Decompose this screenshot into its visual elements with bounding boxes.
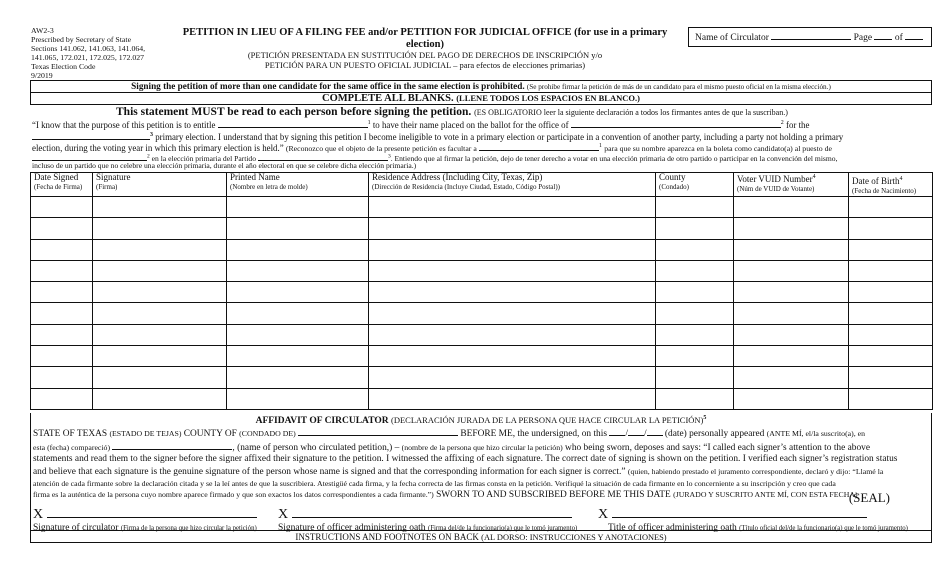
residence-address-cell[interactable] [369, 388, 656, 409]
statement-line-5: incluso de un partido que no celebre una elección primaria, durante el año electoral en que se celebre dicha elección primaria.) [32, 161, 417, 170]
table-row [31, 324, 933, 345]
statement-line-1: “I know that the purpose of this petition is to entitle $^1$ to have their name placed on the ballot for the office of $^2$ for the [32, 120, 810, 130]
statement-heading [116, 106, 788, 118]
date-signed-cell[interactable] [31, 218, 93, 239]
residence-address-cell[interactable] [369, 239, 656, 260]
printed-name-cell[interactable] [227, 260, 369, 281]
residence-address-cell[interactable] [369, 367, 656, 388]
signature-cell[interactable] [93, 239, 227, 260]
date-signed-cell[interactable] [31, 260, 93, 281]
statement-line1-c: for the [786, 120, 810, 130]
date-signed-cell[interactable] [31, 346, 93, 367]
form-date: 9/2019 [31, 70, 53, 80]
date-signed-cell[interactable] [31, 197, 93, 218]
form-meta [31, 27, 145, 80]
printed-name-cell[interactable] [227, 282, 369, 303]
complete-bar [30, 93, 932, 105]
date-signed-cell[interactable] [31, 388, 93, 409]
officer-signature-label: Signature of officer administering oath (Firma del/de la funcionario(a) que le tomó juramento) [278, 523, 578, 533]
col-county: County (Condado) [656, 173, 734, 197]
statement-line-2: $^3$ primary election. I understand that by signing this petition I become ineligible to vote in a primary election or participate in a convention of another party, including a party not holding a primary [32, 130, 930, 143]
date-day-field[interactable] [628, 426, 644, 436]
county-cell[interactable] [656, 282, 734, 303]
date-of-birth-cell[interactable] [849, 260, 933, 281]
statement-line3-es-b: para que su nombre aparezca en la boleta como candidato(a) al puesto de [604, 144, 832, 153]
party-es-field[interactable] [258, 152, 388, 161]
vuid-cell[interactable] [734, 260, 849, 281]
office-field[interactable] [571, 118, 781, 128]
table-row [31, 346, 933, 367]
date-month-field[interactable] [609, 426, 625, 436]
col-date-signed: Date Signed (Fecha de Firma) [31, 173, 93, 197]
form-title-block [165, 27, 685, 70]
residence-address-cell[interactable] [369, 197, 656, 218]
table-row [31, 197, 933, 218]
col-vuid: Voter VUID Number$^4$ (Núm de VUID de Votante) [734, 173, 849, 197]
seal-label: (SEAL) [848, 490, 890, 505]
vuid-cell[interactable] [734, 218, 849, 239]
affidavit-line-3: statements and read them to the signer before the signer affixed their signature to the petition. I witnessed the affixing of each signature. The correct date of signing is shown on the petition. I verified each signer’s registration status [33, 454, 898, 465]
residence-address-cell[interactable] [369, 346, 656, 367]
office-es-field[interactable] [32, 152, 147, 161]
x-mark: X [598, 507, 609, 522]
circulator-signature-field[interactable] [47, 507, 257, 518]
officer-signature-field[interactable] [292, 507, 572, 518]
date-of-birth-cell[interactable] [849, 324, 933, 345]
county-cell[interactable] [656, 367, 734, 388]
x-mark: X [33, 507, 44, 522]
residence-address-cell[interactable] [369, 324, 656, 345]
vuid-cell[interactable] [734, 388, 849, 409]
complete-text-es: (LLENE TODOS LOS ESPACIOS EN BLANCO.) [456, 93, 640, 103]
county-cell[interactable] [656, 197, 734, 218]
officer-title-block [598, 505, 928, 533]
table-row [31, 388, 933, 409]
col-signature: Signature (Firma) [93, 173, 227, 197]
printed-name-cell[interactable] [227, 218, 369, 239]
footer-text-es: (AL DORSO: INSTRUCCIONES Y ANOTACIONES) [481, 533, 667, 542]
statement-line-4: $^2$ en la elección primaria del Partido $^3$. Entiendo que al firmar la petición, dejo de tener derecho a votar en una elección primaria de otro partido o participar en la convención del mismo, [32, 152, 930, 164]
party-field[interactable] [32, 130, 150, 140]
county-cell[interactable] [656, 324, 734, 345]
residence-address-cell[interactable] [369, 282, 656, 303]
of-label: of [894, 33, 903, 43]
county-cell[interactable] [656, 239, 734, 260]
warning-bar [30, 80, 932, 93]
table-row [31, 303, 933, 324]
printed-name-cell[interactable] [227, 303, 369, 324]
date-of-birth-cell[interactable] [849, 239, 933, 260]
signature-cell[interactable] [93, 388, 227, 409]
printed-name-cell[interactable] [227, 388, 369, 409]
date-of-birth-cell[interactable] [849, 197, 933, 218]
printed-name-cell[interactable] [227, 367, 369, 388]
county-cell[interactable] [656, 388, 734, 409]
affidavit-title-es: (DECLARACIÓN JURADA DE LA PERSONA QUE HACE CIRCULAR LA PETICIÓN) [391, 415, 704, 426]
form-title: PETITION IN LIEU OF A FILING FEE and/or PETITION FOR JUDICIAL OFFICE (for use in a primary election) [182, 27, 668, 50]
signature-cell[interactable] [93, 260, 227, 281]
statement-line1-b: to have their name placed on the ballot for the office of [372, 120, 569, 130]
date-of-birth-cell[interactable] [849, 303, 933, 324]
page-total-field[interactable] [905, 29, 923, 40]
date-of-birth-cell[interactable] [849, 282, 933, 303]
signature-cell[interactable] [93, 197, 227, 218]
vuid-cell[interactable] [734, 282, 849, 303]
col-residence-address: Residence Address (Including City, Texas, Zip) (Dirección de Residencia (Incluye Ciudad, Estado, Código Postal)) [369, 173, 656, 197]
affidavit-title: AFFIDAVIT OF CIRCULATOR (DECLARACIÓN JURADA DE LA PERSONA QUE HACE CIRCULAR LA PETICIÓN)$^5$ [255, 415, 707, 427]
vuid-cell[interactable] [734, 367, 849, 388]
statement-line-3: election, during the voting year in which this primary election is held.” (Reconozco que el objeto de la presente petición es facultar a $^1$ para que su nombre aparezca en la boleta como candidato(a) al puesto de [32, 143, 832, 153]
statement-line4-b: . Entiendo que al firmar la petición, dejo de tener derecho a votar en una elección primaria de otro partido o participar en la convención del mismo, [390, 154, 838, 163]
candidate-name-es-field[interactable] [479, 141, 599, 151]
affidavit-line-6: firma es la auténtica de la persona cuyo nombre aparece firmado y que son exactos los datos correspondientes a cada firmante.”) SWORN TO AND SUBSCRIBED BEFORE ME THIS DATE (JURADO Y SUSCRITO ANTE MÍ, CON ESTA FECHA) [33, 490, 858, 501]
affidavit-title-text: AFFIDAVIT OF CIRCULATOR [255, 416, 389, 427]
affidavit-line-2: esta (fecha) compareció) , (name of person who circulated petition,) – (nombre de la persona que hizo circular la petición) who being sworn, deposes and says: “I called each signer’s attention to the above [33, 440, 929, 454]
date-of-birth-cell[interactable] [849, 367, 933, 388]
table-row [31, 260, 933, 281]
page-number-field[interactable] [874, 29, 892, 40]
form-id: AW2-3 [31, 26, 54, 35]
date-of-birth-cell[interactable] [849, 388, 933, 409]
page-label: Page [853, 33, 873, 43]
date-signed-cell[interactable] [31, 239, 93, 260]
signature-cell[interactable] [93, 367, 227, 388]
footer-text: INSTRUCTIONS AND FOOTNOTES ON BACK [295, 532, 479, 542]
statement-line1-a: “I know that the purpose of this petition is to entitle [32, 120, 216, 130]
officer-title-label: Title of officer administering oath (Título oficial del/de la funcionario(a) que le tomó juramento) [608, 523, 908, 533]
signature-cell[interactable] [93, 324, 227, 345]
col-printed-name: Printed Name (Nombre en letra de molde) [227, 173, 369, 197]
county-field[interactable] [298, 426, 458, 436]
sections-line-1: Sections 141.062, 141.063, 141.064, [31, 43, 146, 53]
date-signed-cell[interactable] [31, 324, 93, 345]
officer-signature-block [278, 505, 578, 533]
affidavit-line-5: atención de cada firmante sobre la declaración citada y se la leí antes de que la suscribiera. Atestigüé cada firma, y la fecha correcta de las firmas consta en la petición. Verifiqué la situación de cada firmante en lo concerniente a su inscripción y creo que cada [33, 478, 836, 488]
circulator-name-label: Name of Circulator [695, 33, 769, 43]
circulator-name-aff-field[interactable] [112, 440, 232, 450]
table-row [31, 218, 933, 239]
signature-cell[interactable] [93, 282, 227, 303]
circulator-box [688, 27, 932, 47]
candidate-name-field[interactable] [218, 118, 368, 128]
warning-text: Signing the petition of more than one candidate for the same office in the same election is prohibited. [131, 81, 525, 91]
vuid-cell[interactable] [734, 324, 849, 345]
signature-table [30, 172, 933, 410]
vuid-cell[interactable] [734, 303, 849, 324]
x-mark: X [278, 507, 289, 522]
residence-address-cell[interactable] [369, 218, 656, 239]
county-cell[interactable] [656, 218, 734, 239]
date-of-birth-cell[interactable] [849, 346, 933, 367]
affidavit-text [33, 426, 929, 501]
circulator-signature-block [33, 505, 273, 533]
county-cell[interactable] [656, 346, 734, 367]
complete-text: COMPLETE ALL BLANKS. [322, 93, 454, 104]
statement-heading-text: This statement MUST be read to each person before signing the petition. [116, 106, 472, 118]
residence-address-cell[interactable] [369, 260, 656, 281]
residence-address-cell[interactable] [369, 303, 656, 324]
printed-name-cell[interactable] [227, 239, 369, 260]
table-row [31, 282, 933, 303]
signature-cell[interactable] [93, 346, 227, 367]
prescribed-by: Prescribed by Secretary of State [31, 34, 132, 44]
col-date-of-birth: Date of Birth$^4$ (Fecha de Nacimiento) [849, 173, 933, 197]
affidavit-line-4: and believe that each signature is the genuine signature of the person whose name is signed and that the corresponding information for each signer is correct.” (quien, habiendo prestado el juramento correspondiente, declaró y dijo: “Llamé la [33, 466, 884, 477]
circulator-signature-label: Signature of circulator (Firma de la persona que hizo circular la petición) [33, 523, 257, 533]
statement-line3: election, during the voting year in which this primary election is held.” [32, 143, 284, 153]
date-signed-cell[interactable] [31, 282, 93, 303]
signature-cell[interactable] [93, 218, 227, 239]
vuid-cell[interactable] [734, 197, 849, 218]
vuid-cell[interactable] [734, 346, 849, 367]
table-row [31, 367, 933, 388]
table-row [31, 239, 933, 260]
form-title-es-1: (PETICIÓN PRESENTADA EN SUSTITUCIÓN DEL PAGO DE DERECHOS DE INSCRIPCIÓN y/o [247, 50, 603, 60]
date-signed-cell[interactable] [31, 367, 93, 388]
circulator-name-field[interactable] [771, 29, 851, 40]
officer-title-field[interactable] [612, 507, 867, 518]
statement-line2: primary election. I understand that by signing this petition I become ineligible to vote in a primary election or participate in a convention of another party, including a party not holding a primary [155, 132, 844, 142]
affidavit-line-1: STATE OF TEXAS (ESTADO DE TEJAS) COUNTY OF (CONDADO DE) BEFORE ME, the undersigned, on this / / (date) personally appeared (ANTE MÍ, el/la suscrito(a), en [33, 426, 929, 440]
date-signed-cell[interactable] [31, 303, 93, 324]
sections-line-2: 141.065, 172.021, 172.025, 172.027 [31, 52, 145, 62]
vuid-cell[interactable] [734, 239, 849, 260]
election-code: Texas Election Code [31, 61, 96, 71]
signature-cell[interactable] [93, 303, 227, 324]
county-cell[interactable] [656, 303, 734, 324]
footer-bar [30, 530, 932, 543]
date-of-birth-cell[interactable] [849, 218, 933, 239]
date-year-field[interactable] [647, 426, 663, 436]
printed-name-cell[interactable] [227, 197, 369, 218]
statement-heading-es: (ES OBLIGATORIO leer la siguiente declaración a todos los firmantes antes de que la suscriban.) [474, 108, 788, 117]
warning-text-es: (Se prohibe firmar la petición de más de un candidato para el mismo puesto oficial en la misma elección.) [526, 83, 831, 91]
county-cell[interactable] [656, 260, 734, 281]
printed-name-cell[interactable] [227, 346, 369, 367]
form-title-es-2: PETICIÓN PARA UN PUESTO OFICIAL JUDICIAL – para efectos de elecciones primarias) [264, 59, 586, 70]
table-header-row [31, 173, 933, 197]
printed-name-cell[interactable] [227, 324, 369, 345]
statement-line4-a: en la elección primaria del Partido [151, 154, 257, 163]
statement-line3-es: (Reconozco que el objeto de la presente petición es facultar a [285, 144, 477, 153]
